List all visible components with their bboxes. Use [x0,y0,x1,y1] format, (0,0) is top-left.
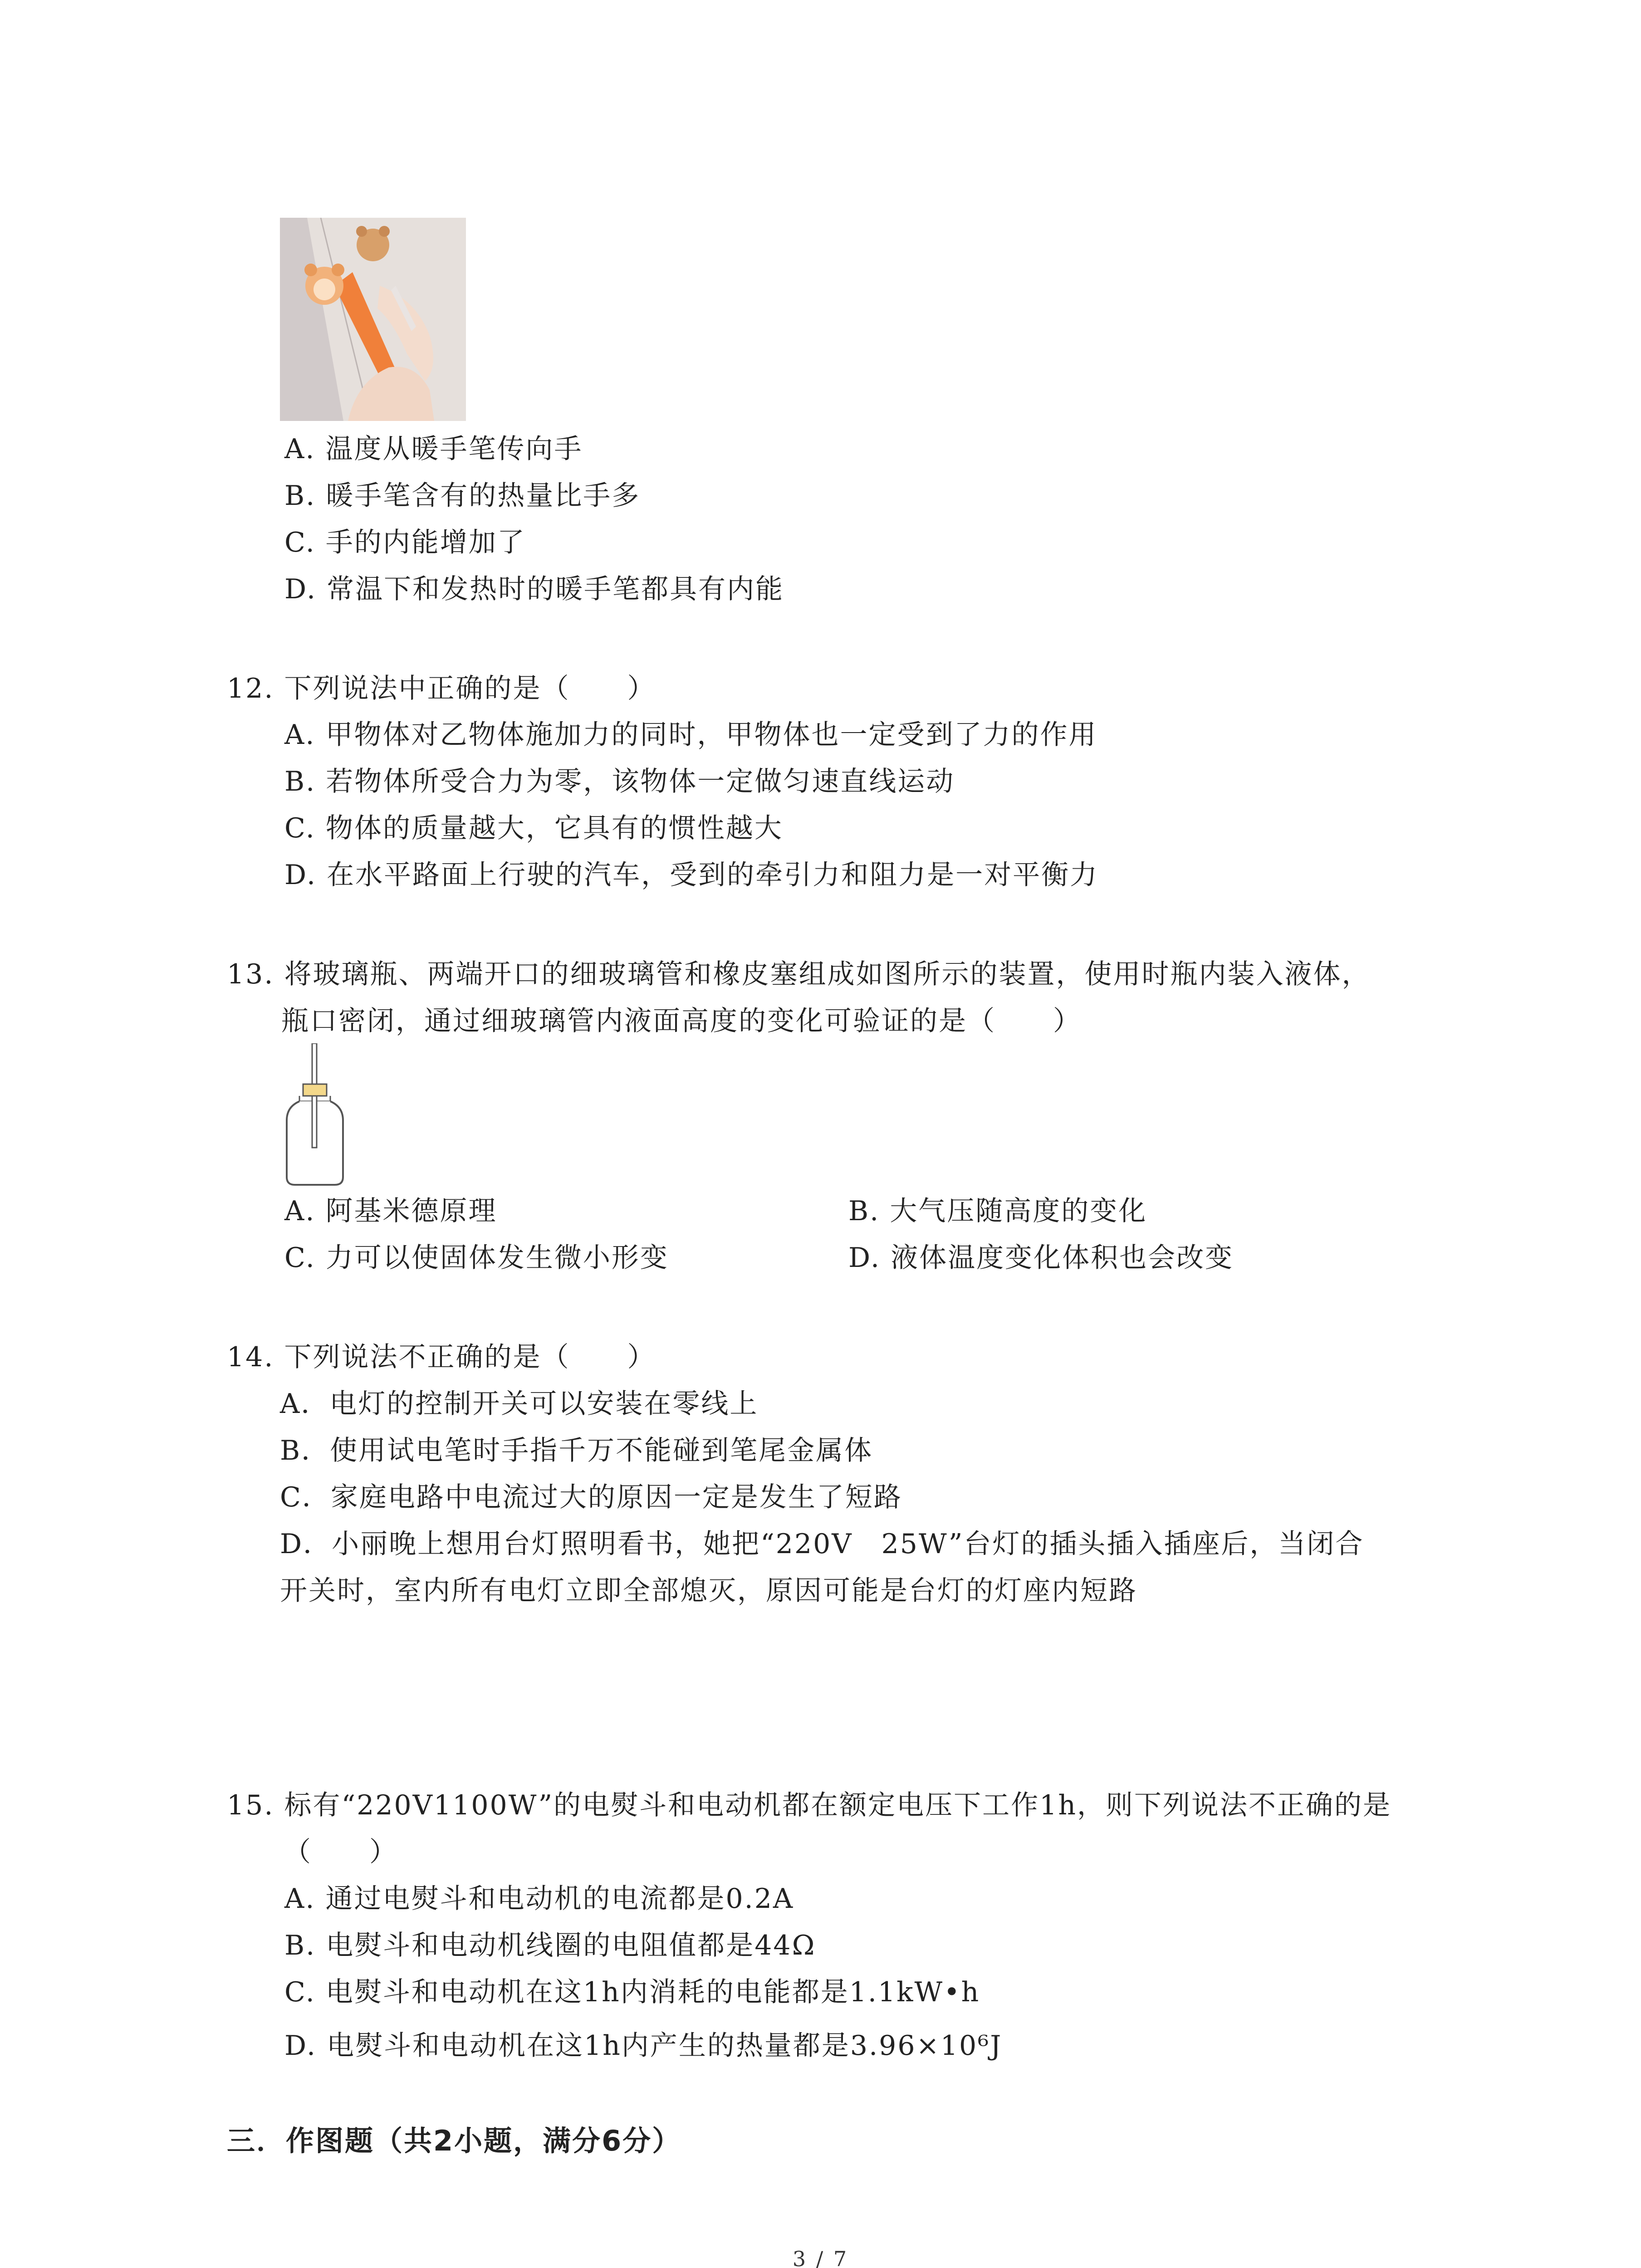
q13-stem-line2: 瓶口密闭，通过细玻璃管内液面高度的变化可验证的是（ ） [281,1005,1082,1037]
q11-option-c: C. 手的内能增加了 [284,527,526,558]
q14-stem: 14. 下列说法不正确的是（ ） [227,1341,656,1373]
q15-option-a: A. 通过电熨斗和电动机的电流都是0.2A [284,1883,794,1915]
q12-option-b: B. 若物体所受合力为零，该物体一定做匀速直线运动 [284,766,955,797]
q13-option-a: A. 阿基米德原理 [284,1195,497,1227]
q13-stem-line1: 13. 将玻璃瓶、两端开口的细玻璃管和橡皮塞组成如图所示的装置，使用时瓶内装入液体， [227,958,1371,990]
q15-option-c: C. 电熨斗和电动机在这1h内消耗的电能都是1.1kW•h [284,1976,980,2008]
q13-option-c: C. 力可以使固体发生微小形变 [284,1242,669,1274]
q12-stem: 12. 下列说法中正确的是（ ） [227,673,656,704]
glass-bottle-tube-diagram [281,1043,349,1188]
q11-option-a: A. 温度从暖手笔传向手 [284,433,583,465]
q15-option-d: D. 电熨斗和电动机在这1h内产生的热量都是3.96×10⁶J [284,2030,1003,2062]
section-heading: 三．作图题（共2小题，满分6分） [227,2124,682,2157]
q12-option-c: C. 物体的质量越大，它具有的惯性越大 [284,812,783,844]
q12-option-a: A. 甲物体对乙物体施加力的同时，甲物体也一定受到了力的作用 [284,719,1097,751]
q13-option-b: B. 大气压随高度的变化 [848,1195,1147,1227]
q15-stem-line1: 15. 标有“220V1100W”的电熨斗和电动机都在额定电压下工作1h，则下列说法不正确的是 [227,1789,1391,1821]
page-number: 3 / 7 [792,2247,849,2268]
q15-stem-line2: （ ） [284,1836,398,1868]
q14-option-d-line2: 开关时，室内所有电灯立即全部熄灭，原因可能是台灯的灯座内短路 [280,1575,1137,1607]
q11-option-d: D. 常温下和发热时的暖手笔都具有内能 [284,573,784,605]
q14-option-b: B．使用试电笔时手指千万不能碰到笔尾金属体 [280,1435,873,1466]
q14-option-d-line1: D．小丽晚上想用台灯照明看书，她把“220V 25W”台灯的插头插入插座后，当闭合 [280,1528,1364,1560]
q12-option-d: D. 在水平路面上行驶的汽车，受到的牵引力和阻力是一对平衡力 [284,859,1099,891]
q13-option-d: D. 液体温度变化体积也会改变 [848,1242,1234,1274]
q15-option-b: B. 电熨斗和电动机线圈的电阻值都是44Ω [284,1930,816,1961]
hand-warmer-pen-photo [280,218,466,421]
q14-option-c: C．家庭电路中电流过大的原因一定是发生了短路 [280,1481,902,1513]
q14-option-a: A．电灯的控制开关可以安装在零线上 [280,1388,759,1420]
q11-option-b: B. 暖手笔含有的热量比手多 [284,480,641,512]
